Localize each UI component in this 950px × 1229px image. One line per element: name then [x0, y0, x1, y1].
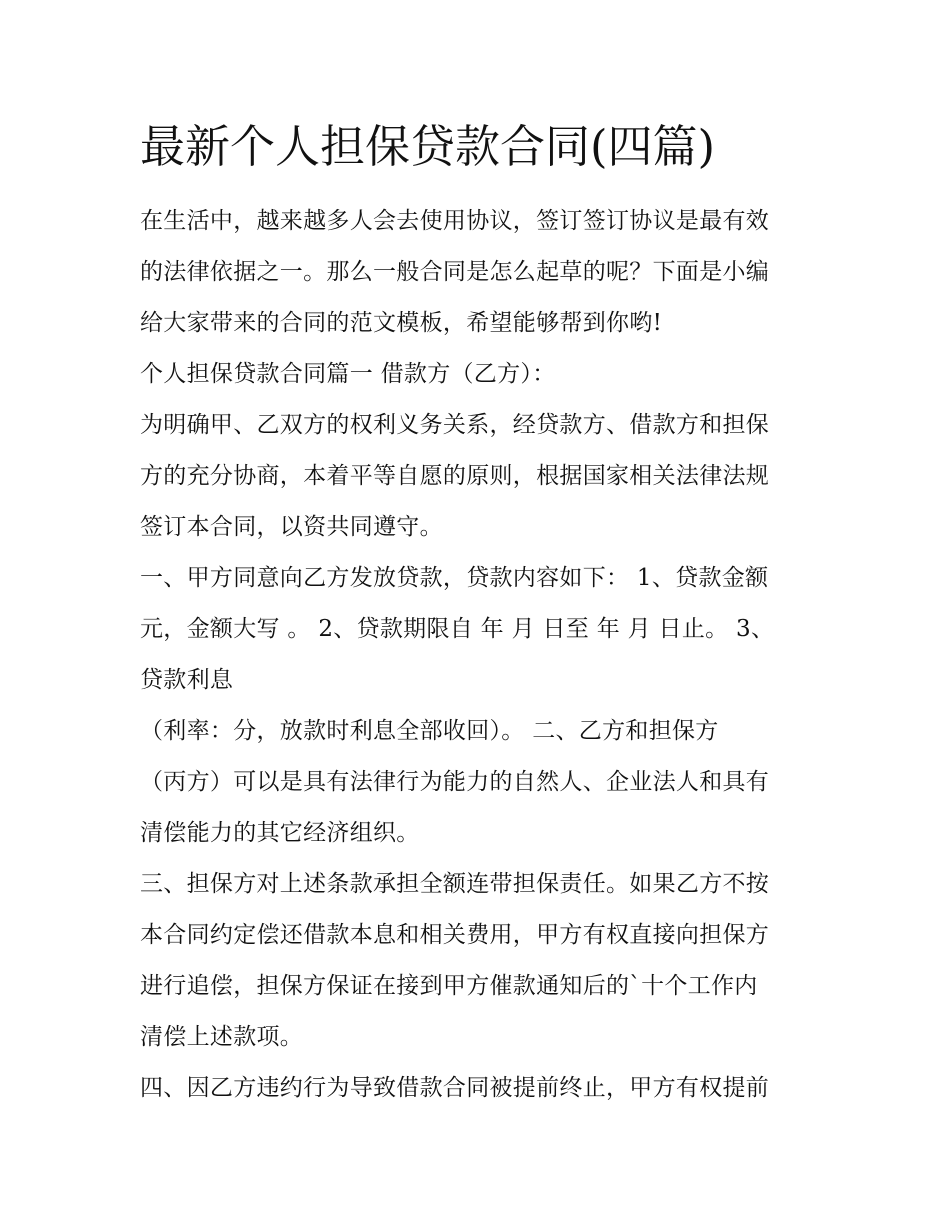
paragraph-line: （利率：分，放款时利息全部收回）。 二、乙方和担保方 — [140, 718, 719, 744]
paragraph-line: 方的充分协商，本着平等自愿的原则，根据国家相关法律法规 — [140, 463, 770, 489]
paragraph-line: 一、甲方同意向乙方发放贷款，贷款内容如下： 1、贷款金额 — [140, 565, 769, 591]
paragraph-line: 给大家带来的合同的范文模板，希望能够帮到你哟! — [140, 310, 663, 336]
paragraph-line: 元，金额大写 。 2、贷款期限自 年 月 日至 年 月 日止。 3、 — [140, 616, 775, 642]
paragraph-line: 清偿能力的其它经济组织。 — [140, 820, 420, 846]
paragraph-line: 为明确甲、乙双方的权利义务关系，经贷款方、借款方和担保 — [140, 412, 770, 438]
paragraph-line: 在生活中，越来越多人会去使用协议，签订签订协议是最有效 — [140, 208, 770, 234]
paragraph-line: 进行追偿，担保方保证在接到甲方催款通知后的`十个工作内 — [140, 973, 758, 999]
paragraph-line: 本合同约定偿还借款本息和相关费用，甲方有权直接向担保方 — [140, 922, 770, 948]
paragraph-line: 的法律依据之一。那么一般合同是怎么起草的呢？下面是小编 — [140, 259, 770, 285]
paragraph-line: 三、担保方对上述条款承担全额连带担保责任。如果乙方不按 — [140, 871, 770, 897]
paragraph-line: 清偿上述款项。 — [140, 1024, 304, 1050]
paragraph-line: 四、因乙方违约行为导致借款合同被提前终止，甲方有权提前 — [140, 1075, 770, 1101]
document-title: 最新个人担保贷款合同(四篇) — [140, 120, 716, 173]
paragraph-line: 贷款利息 — [140, 667, 234, 693]
paragraph-line: （丙方）可以是具有法律行为能力的自然人、企业法人和具有 — [140, 769, 770, 795]
paragraph-line: 签订本合同，以资共同遵守。 — [140, 514, 443, 540]
paragraph-line: 个人担保贷款合同篇一 借款方（乙方）： — [140, 361, 556, 387]
document-body — [140, 196, 820, 1114]
